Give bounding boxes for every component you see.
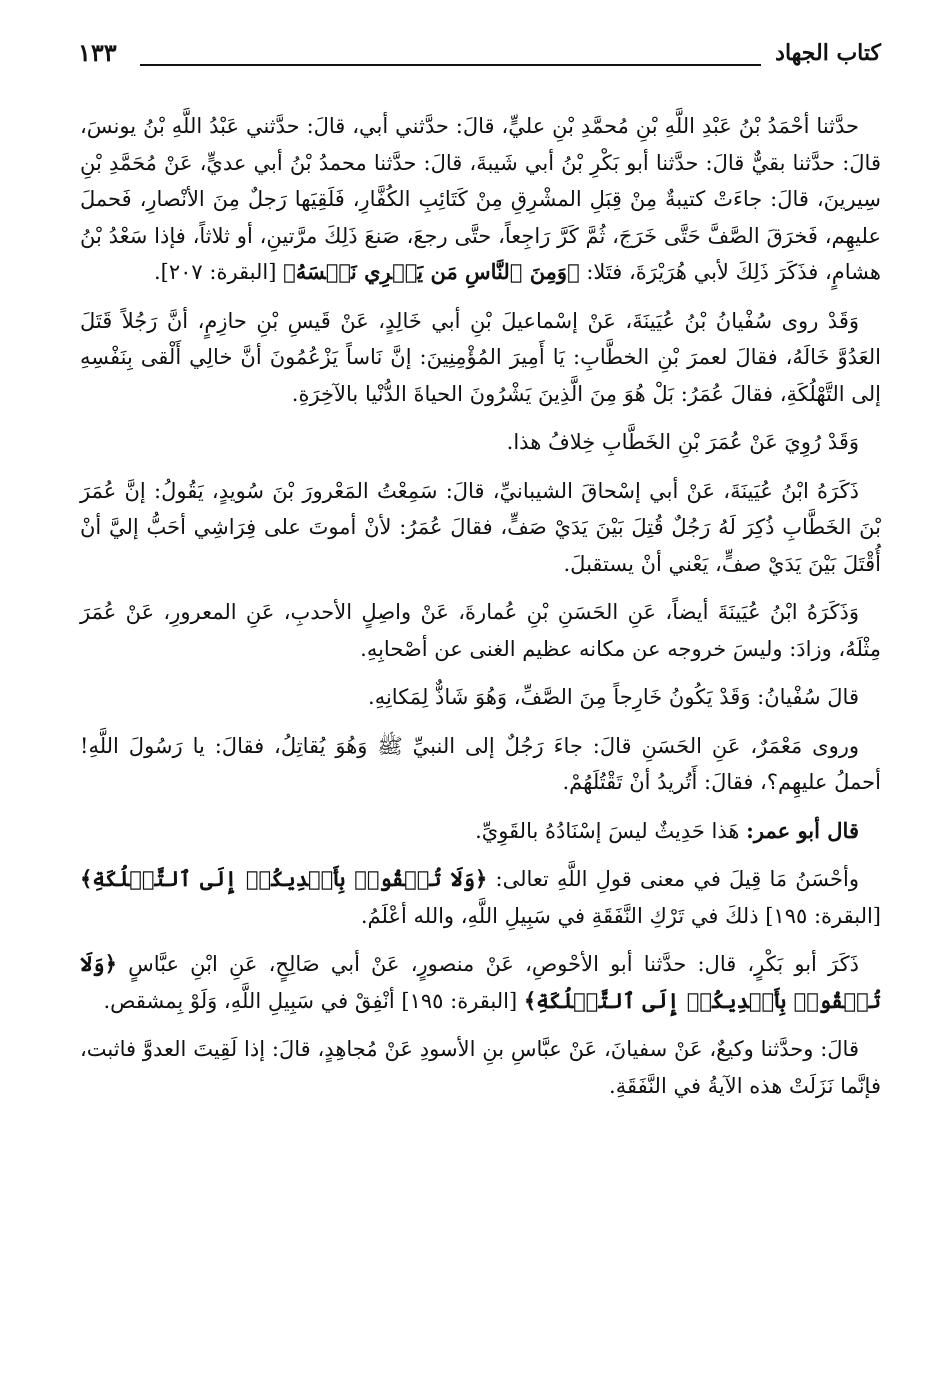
verse-reference: [البقرة: ١٩٥] ذلكَ في تَرْكِ النَّفَقَةِ في سَبِيلِ اللَّهِ، والله أعْلَمُ. [360,903,881,928]
paragraph-text: وروى مَعْمَرٌ، عَنِ الحَسَنِ قالَ: جاءَ رَجُلٌ إلى النبيِّ ﷺ وَهُوَ يُقاتِلُ، فقالَ: يا رَسُولَ اللَّهِ! أحملُ عليهِم؟، فقالَ: أَتُريدُ أنْ تَقْتُلَهُمْ. [80,733,881,794]
paragraph-text: ذَكَرَهُ ابْنُ عُيَينَةَ، عَنْ أبي إسْحاقَ الشيبانيِّ، قالَ: سَمِعْتُ المَعْرورَ بْنَ سُويدٍ، يَقُولُ: إنَّ عُمَرَ بْنَ الخَطَّابِ ذُكِرَ لَهُ رَجُلٌ قُتِلَ بَيْنَ يَدَيْ صَفٍّ، فقالَ عُمَرُ: لأنْ أموتَ على فِرَاشِي أحَبُّ إليَّ أنْ أُقْتَلَ بَيْنَ يَدَيْ صفٍّ، يَعْني أنْ يستقبلَ. [80,478,881,576]
paragraph-6 [80,679,881,716]
quran-verse: ﴿وَلَا تُلۡقُوا۟ بِأَيۡدِيكُمۡ إِلَى ٱلتَّهۡلُكَةِ﴾ [80,951,881,1013]
paragraph-11 [80,1031,881,1104]
page-header [78,38,881,72]
paragraph-10 [80,946,881,1019]
quran-verse: ﴿وَمِنَ ٱلنَّاسِ مَن يَشۡرِي نَفۡسَهُ﴾ [283,259,580,284]
author-label: قال أبو عمر: [746,817,859,843]
paragraph-text: ذَكَرَ أبو بَكْرٍ، قال: حدَّثنا أبو الأحْوصِ، عَنْ منصورٍ، عَنْ أبي صَالِحٍ، عَنِ ابْنِ عبَّاسٍ [128,952,859,976]
paragraph-8 [80,813,881,850]
paragraph-text: وَقَدْ رُوِيَ عَنْ عُمَرَ بْنِ الخَطَّابِ خِلافُ هذا. [506,430,859,454]
verse-reference: [البقرة: ٢٠٧]. [153,260,277,284]
paragraph-text: قالَ سُفْيانُ: وَقَدْ يَكُونُ خَارِجاً مِنَ الصَّفِّ، وَهُوَ شَاذٌّ لِمَكانِهِ. [368,685,859,709]
paragraph-9 [80,861,881,934]
paragraph-text: حدَّثنا أحْمَدُ بْنُ عَبْدِ اللَّهِ بْنِ مُحمَّدِ بْنِ عليٍّ، قالَ: حدَّثني أبي، قالَ: حدَّثني عَبْدُ اللَّهِ بْنُ يونسَ، قالَ: حدَّثنا بقيٌّ قالَ: حدَّثنا أبو بَكْرِ بْنُ أبي شَيبةَ، قالَ: حدَّثنا محمدُ بْنُ أبي عديٍّ، عَنْ مُحَمَّدِ بْنِ سِيرينَ، قالَ: جاءَتْ كتيبةٌ مِنْ قِبَلِ المشْرِقِ مِنْ كَتَائِبِ الكُفَّارِ، فَلَقِيَها رَجلٌ مِنَ الأنْصارِ، فَحملَ عليهِم، فَخرَقَ الصَّفَّ حَتَّى خَرَجَ، ثُمَّ كَرَّ رَاجِعاً، حتَّى رجعَ، صَنعَ ذَلِكَ مرَّتينِ، أو ثلاثاً، فإذا سَعْدُ بْنُ هشامٍ، فذَكَرَ ذَلِكَ لأبي هُرَيْرَةَ، فتَلا: [80,114,881,284]
paragraph-2 [80,303,881,413]
header-rule [140,64,761,66]
paragraph-1 [80,108,881,291]
paragraph-text: هَذا حَدِيثٌ ليسَ إسْنَادُهُ بالقَوِيِّ. [475,818,740,843]
verse-reference: [البقرة: ١٩٥] أنْفِقْ في سَبِيلِ اللَّهِ، وَلَوْ بِمشقص. [103,988,518,1013]
paragraph-5 [80,594,881,667]
paragraph-text: وأحْسَنُ مَا قِيلَ في معنى قولِ اللَّهِ تعالى: [495,867,859,891]
paragraph-4 [80,473,881,583]
paragraph-text: وَقَدْ روى سُفْيانُ بْنُ عُيَينَةَ، عَنْ إسْماعيلَ بْنِ أبي خَالِدٍ، عَنْ قَيسِ بْنِ حازِمٍ، أنَّ رَجُلاً قَتَلَ العَدُوَّ خَالَهُ، فقالَ لعمرَ بْنِ الخطَّابِ: يَا أَمِيرَ المُؤْمِنِينَ: إنَّ نَاساً يَزْعُمُونَ أنَّ خالِي أَلْقى بِنَفْسِهِ إلى التَّهْلُكَةِ، فقالَ عُمَرُ: بَلْ هُوَ مِنَ الَّذِينَ يَشْرُونَ الحياةَ الدُّنْيا بالآخِرَةِ. [80,308,881,406]
paragraph-3 [80,424,881,461]
chapter-title: كتاب الجهاد [775,40,881,66]
page-number: ١٣٣ [78,38,117,67]
paragraph-text: وَذَكَرَهُ ابْنُ عُيَينَةَ أيضاً، عَنِ الحَسَنِ بْنِ عُمارةَ، عَنْ واصِلٍ الأحدبِ، عَنِ المعرورِ، عَنْ عُمَرَ مِثْلَهُ، وزادَ: وليسَ خروجه عن مكانه عظيم الغنى عن أصْحابِهِ. [80,600,881,661]
quran-verse: ﴿وَلَا تُلۡقُوا۟ بِأَيۡدِيكُمۡ إِلَى ٱلتَّهۡلُكَةِ﴾ [80,866,488,891]
paragraph-7 [80,728,881,801]
paragraph-text: قالَ: وحدَّثنا وكيعٌ، عَنْ سفيانَ، عَنْ عبَّاسِ بنِ الأسودِ عَنْ مُجاهِدٍ، قالَ: إذا لَقِيتَ العدوَّ فاثبت، فإنَّما نَزَلَتْ هذه الآيةُ في النَّفَقَةِ. [80,1037,881,1098]
page-body [80,108,881,1116]
